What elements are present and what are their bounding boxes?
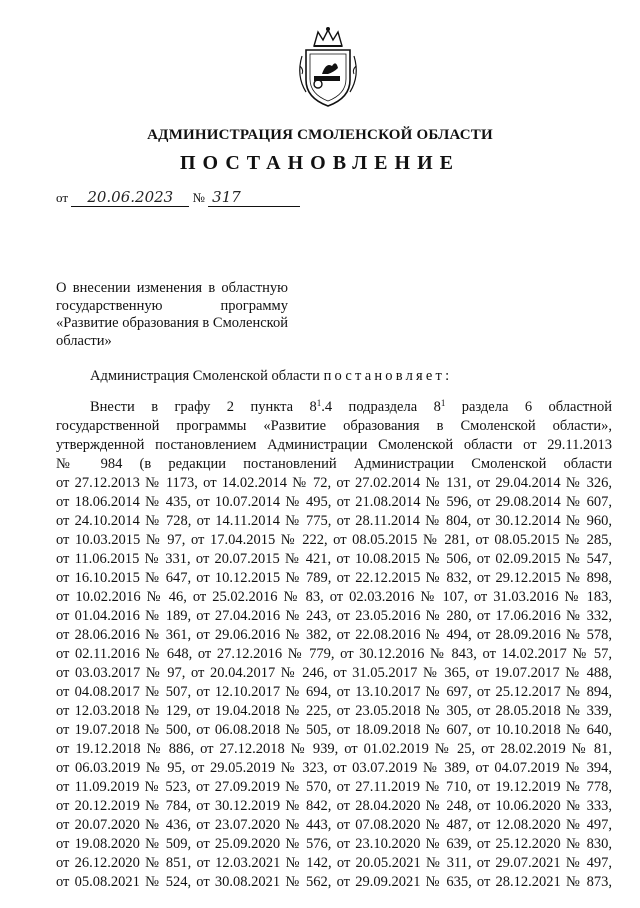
body-line: № 984 (в редакции постановлений Администрации Смоленской области	[56, 456, 612, 472]
body-line: от 10.03.2015 № 97, от 17.04.2015 № 222, от 08.05.2015 № 281, от 08.05.2015 № 285,	[56, 532, 612, 548]
body-line: от 18.06.2014 № 435, от 10.07.2014 № 495, от 21.08.2014 № 596, от 29.08.2014 № 607,	[56, 494, 612, 510]
body-line: от 19.08.2020 № 509, от 25.09.2020 № 576, от 23.10.2020 № 639, от 25.12.2020 № 830,	[56, 836, 612, 852]
number-prefix: №	[192, 190, 205, 205]
body-line: от 11.09.2019 № 523, от 27.09.2019 № 570, от 27.11.2019 № 710, от 19.12.2019 № 778,	[56, 779, 612, 795]
body-line: от 19.12.2018 № 886, от 27.12.2018 № 939, от 01.02.2019 № 25, от 28.02.2019 № 81,	[56, 741, 612, 757]
body-line: от 12.03.2018 № 129, от 19.04.2018 № 225, от 23.05.2018 № 305, от 28.05.2018 № 339,	[56, 703, 612, 719]
body-line: государственной программы «Развитие образования в Смоленской области»,	[56, 418, 612, 434]
superscript: 1	[316, 398, 322, 408]
superscript: 1	[440, 398, 446, 408]
document-body	[56, 398, 612, 892]
body-line: от 06.03.2019 № 95, от 29.05.2019 № 323, от 03.07.2019 № 389, от 04.07.2019 № 394,	[56, 760, 612, 776]
body-line: от 19.07.2018 № 500, от 06.08.2018 № 505, от 18.09.2018 № 607, от 10.10.2018 № 640,	[56, 722, 612, 738]
body-text: раздела 6 областной	[445, 399, 612, 415]
body-line: от 27.12.2013 № 1173, от 14.02.2014 № 72, от 27.02.2014 № 131, от 29.04.2014 № 326,	[56, 475, 612, 491]
body-line: от 02.11.2016 № 648, от 27.12.2016 № 779, от 30.12.2016 № 843, от 14.02.2017 № 57,	[56, 646, 612, 662]
decree-word: постановляет:	[323, 368, 453, 384]
date-number-line	[56, 188, 300, 207]
body-line: от 20.12.2019 № 784, от 30.12.2019 № 842, от 28.04.2020 № 248, от 10.06.2020 № 333,	[56, 798, 612, 814]
organization-title: АДМИНИСТРАЦИЯ СМОЛЕНСКОЙ ОБЛАСТИ	[147, 127, 493, 143]
body-first-line	[56, 398, 612, 417]
body-line: от 20.07.2020 № 436, от 23.07.2020 № 443, от 07.08.2020 № 487, от 12.08.2020 № 497,	[56, 817, 612, 833]
date-prefix: от	[56, 190, 69, 205]
body-line: от 05.08.2021 № 524, от 30.08.2021 № 562, от 29.09.2021 № 635, от 28.12.2021 № 873,	[56, 874, 612, 890]
body-line: от 24.10.2014 № 728, от 14.11.2014 № 775, от 28.11.2014 № 804, от 30.12.2014 № 960,	[56, 513, 612, 529]
body-text: Внести в графу 2 пункта 8	[90, 399, 317, 415]
document-type: ПОСТАНОВЛЕНИЕ	[180, 152, 460, 174]
body-line: от 10.02.2016 № 46, от 25.02.2016 № 83, от 02.03.2016 № 107, от 31.03.2016 № 183,	[56, 589, 612, 605]
body-line: от 26.12.2020 № 851, от 12.03.2021 № 142, от 20.05.2021 № 311, от 29.07.2021 № 497,	[56, 855, 612, 871]
body-line: утвержденной постановлением Администрации Смоленской области от 29.11.2013	[56, 437, 612, 453]
body-line: от 03.03.2017 № 97, от 20.04.2017 № 246, от 31.05.2017 № 365, от 19.07.2017 № 488,	[56, 665, 612, 681]
document-subject: О внесении изменения в областную государственную программу «Развитие образования в Смоленской области»	[56, 280, 288, 349]
body-line: от 04.08.2017 № 507, от 12.10.2017 № 694, от 13.10.2017 № 697, от 25.12.2017 № 894,	[56, 684, 612, 700]
document-number: 317	[208, 188, 300, 207]
body-line: от 16.10.2015 № 647, от 10.12.2015 № 789, от 22.12.2015 № 832, от 29.12.2015 № 898,	[56, 570, 612, 586]
body-text: .4 подраздела 8	[321, 399, 441, 415]
smolensk-coat-of-arms-icon	[292, 26, 364, 110]
body-line: от 28.06.2016 № 361, от 29.06.2016 № 382, от 22.08.2016 № 494, от 28.09.2016 № 578,	[56, 627, 612, 643]
body-line: от 11.06.2015 № 331, от 20.07.2015 № 421, от 10.08.2015 № 506, от 02.09.2015 № 547,	[56, 551, 612, 567]
preamble-text: Администрация Смоленской области	[90, 368, 320, 384]
document-date: 20.06.2023	[71, 188, 189, 207]
preamble	[90, 368, 452, 385]
body-line: от 01.04.2016 № 189, от 27.04.2016 № 243, от 23.05.2016 № 280, от 17.06.2016 № 332,	[56, 608, 612, 624]
